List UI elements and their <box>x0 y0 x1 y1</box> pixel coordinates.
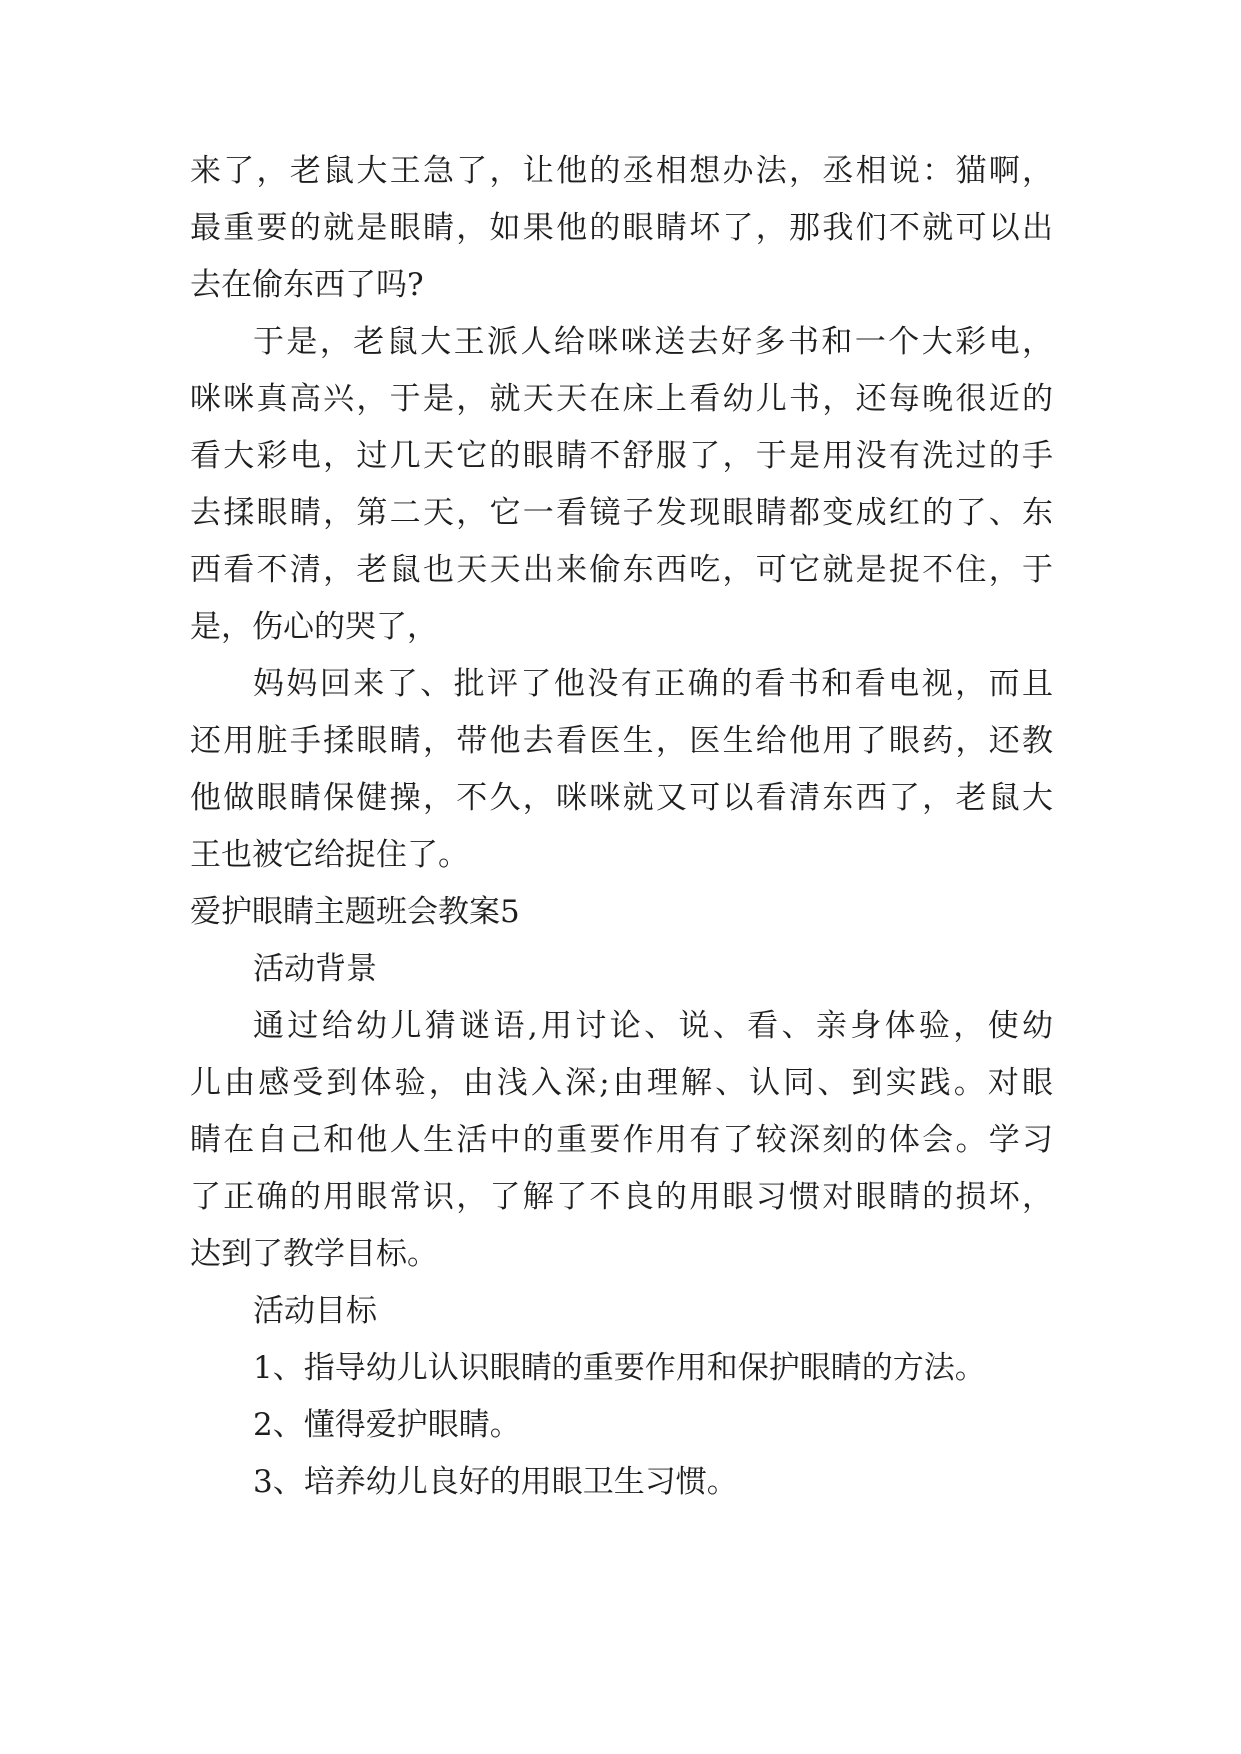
paragraph-line: 西看不清，老鼠也天天出来偷东西吃，可它就是捉不住，于 <box>190 552 1053 588</box>
subsection-title-background: 活动背景 <box>253 951 377 987</box>
section-heading: 爱护眼睛主题班会教案5 <box>190 894 520 930</box>
paragraph-line: 来了，老鼠大王急了，让他的丞相想办法，丞相说：猫啊， <box>190 153 1053 189</box>
paragraph-line: 于是，老鼠大王派人给咪咪送去好多书和一个大彩电， <box>253 324 1053 360</box>
paragraph-line: 通过给幼儿猜谜语,用讨论、说、看、亲身体验，使幼 <box>253 1008 1053 1044</box>
paragraph-line: 妈妈回来了、批评了他没有正确的看书和看电视，而且 <box>253 666 1053 702</box>
paragraph-line: 还用脏手揉眼睛，带他去看医生，医生给他用了眼药，还教 <box>190 723 1053 759</box>
paragraph-line: 去揉眼睛，第二天，它一看镜子发现眼睛都变成红的了、东 <box>190 495 1053 531</box>
goal-item: 1、指导幼儿认识眼睛的重要作用和保护眼睛的方法。 <box>253 1350 986 1386</box>
paragraph-line: 咪咪真高兴，于是，就天天在床上看幼儿书，还每晚很近的 <box>190 381 1053 417</box>
goal-item: 2、懂得爱护眼睛。 <box>253 1407 521 1443</box>
paragraph-line: 看大彩电，过几天它的眼睛不舒服了，于是用没有洗过的手 <box>190 438 1053 474</box>
paragraph-line: 去在偷东西了吗? <box>190 267 424 303</box>
goal-item: 3、培养幼儿良好的用眼卫生习惯。 <box>253 1464 738 1500</box>
paragraph-line: 儿由感受到体验，由浅入深;由理解、认同、到实践。对眼 <box>190 1065 1053 1101</box>
paragraph-line: 达到了教学目标。 <box>190 1236 438 1272</box>
paragraph-line: 王也被它给捉住了。 <box>190 837 469 873</box>
paragraph-line: 了正确的用眼常识，了解了不良的用眼习惯对眼睛的损坏， <box>190 1179 1053 1215</box>
subsection-title-goals: 活动目标 <box>253 1293 377 1329</box>
paragraph-line: 睛在自己和他人生活中的重要作用有了较深刻的体会。学习 <box>190 1122 1053 1158</box>
paragraph-line: 是，伤心的哭了， <box>190 609 438 645</box>
paragraph-line: 最重要的就是眼睛，如果他的眼睛坏了，那我们不就可以出 <box>190 210 1053 246</box>
paragraph-line: 他做眼睛保健操，不久，咪咪就又可以看清东西了，老鼠大 <box>190 780 1053 816</box>
